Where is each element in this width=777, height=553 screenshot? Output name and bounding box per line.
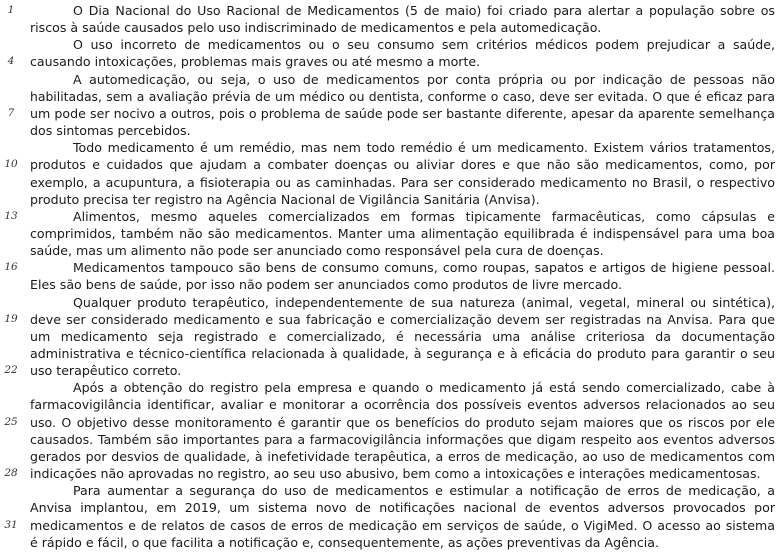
line-number: 19 (4, 313, 18, 325)
line-number: 22 (4, 364, 18, 376)
text-line: um medicamento seja registrado e comercializado, é necessária uma análise criteriosa da documentação (30, 329, 775, 344)
text-line: O uso incorreto de medicamentos ou o seu consumo sem critérios médicos podem prejudicar a saúde, (73, 37, 775, 52)
line-number: 16 (4, 261, 18, 273)
text-line: causados. Também são importantes para a farmacovigilância informações que digam respeito aos eventos adversos (30, 432, 775, 447)
text-line: habilitadas, sem a avaliação prévia de um médico ou dentista, conforme o caso, deve ser evitada. O que é eficaz para (30, 89, 775, 104)
text-line: administrativa e técnico-científica relacionada à qualidade, à segurança e à eficácia do produto para garantir o seu (30, 346, 775, 361)
text-line: medicamentos e de relatos de casos de erros de medicação em serviços de saúde, o VigiMed. O acesso ao sistema (30, 518, 775, 533)
line-number: 31 (4, 519, 18, 531)
line-number: 28 (4, 467, 18, 479)
text-line: Após a obtenção do registro pela empresa e quando o medicamento já está sendo comercializado, cabe à (73, 380, 775, 395)
text-line: uso terapêutico correto. (30, 363, 182, 378)
text-line: é rápido e fácil, o que facilita a notificação e, consequentemente, as ações preventivas da Agência. (30, 535, 659, 550)
text-line: Qualquer produto terapêutico, independentemente de sua natureza (animal, vegetal, mineral ou sintética), (73, 295, 775, 310)
text-line: gerados por desvios de qualidade, à inefetividade terapêutica, a erros de medicação, ao uso de medicamentos com (30, 449, 775, 464)
text-line: O Dia Nacional do Uso Racional de Medicamentos (5 de maio) foi criado para alertar a população sobre os (73, 3, 775, 18)
line-number: 10 (4, 158, 18, 170)
text-line: causando intoxicações, problemas mais graves ou até mesmo a morte. (30, 54, 481, 69)
text-line: exemplo, a acupuntura, a fisioterapia ou as caminhadas. Para ser considerado medicamento no Brasil, o respectivo (30, 175, 775, 190)
text-line: saúde, mas um alimento não pode ser anunciado como responsável pela cura de doenças. (30, 243, 604, 258)
line-number: 1 (7, 4, 15, 16)
text-line: indicações não aprovadas no registro, ao seu uso abusivo, bem como a intoxicações e interações medicamentosas. (30, 466, 761, 481)
text-line: Medicamentos tampouco são bens de consumo comuns, como roupas, sapatos e artigos de higiene pessoal. (73, 260, 775, 275)
text-line: Eles são bens de saúde, por isso não podem ser anunciados como produtos de livre mercado. (30, 277, 622, 292)
text-line: Anvisa implantou, em 2019, um sistema novo de notificações nacional de eventos adversos provocados por (30, 500, 775, 515)
text-line: Alimentos, mesmo aqueles comercializados em formas tipicamente farmacêuticas, como cápsulas e (73, 209, 775, 224)
line-number: 7 (7, 107, 15, 119)
line-number: 13 (4, 210, 18, 222)
text-line: produto precisa ter registro na Agência Nacional de Vigilância Sanitária (Anvisa). (30, 192, 540, 207)
text-line: Todo medicamento é um remédio, mas nem todo remédio é um medicamento. Existem vários tratamentos, (73, 140, 775, 155)
text-line: dos sintomas percebidos. (30, 123, 191, 138)
text-line: um pode ser nocivo a outros, pois o problema de saúde pode ser bastante diferente, apesar da aparente semelhança (30, 106, 775, 121)
text-line: Para aumentar a segurança do uso de medicamentos e estimular a notificação de erros de medicação, a (73, 483, 775, 498)
text-line: farmacovigilância identificar, avaliar e monitorar a ocorrência dos possíveis eventos adversos relacionados ao seu (30, 397, 775, 412)
text-line: comprimidos, também não são medicamentos. Manter uma alimentação equilibrada é indispensável para uma boa (30, 226, 775, 241)
text-line: riscos à saúde causados pelo uso indiscriminado de medicamentos e pela automedicação. (30, 20, 602, 35)
text-line: deve ser considerado medicamento e sua fabricação e comercialização devem ser registradas na Anvisa. Para que (30, 312, 775, 327)
line-number: 4 (7, 55, 15, 67)
text-line: A automedicação, ou seja, o uso de medicamentos por conta própria ou por indicação de pessoas não (73, 72, 775, 87)
text-line: uso. O objetivo desse monitoramento é garantir que os benefícios do produto sejam maiores que os riscos por ele (30, 415, 775, 430)
line-number: 25 (4, 416, 18, 428)
text-line: produtos e cuidados que ajudam a combater doenças ou aliviar dores e que não são medicamentos, como, por (30, 157, 775, 172)
